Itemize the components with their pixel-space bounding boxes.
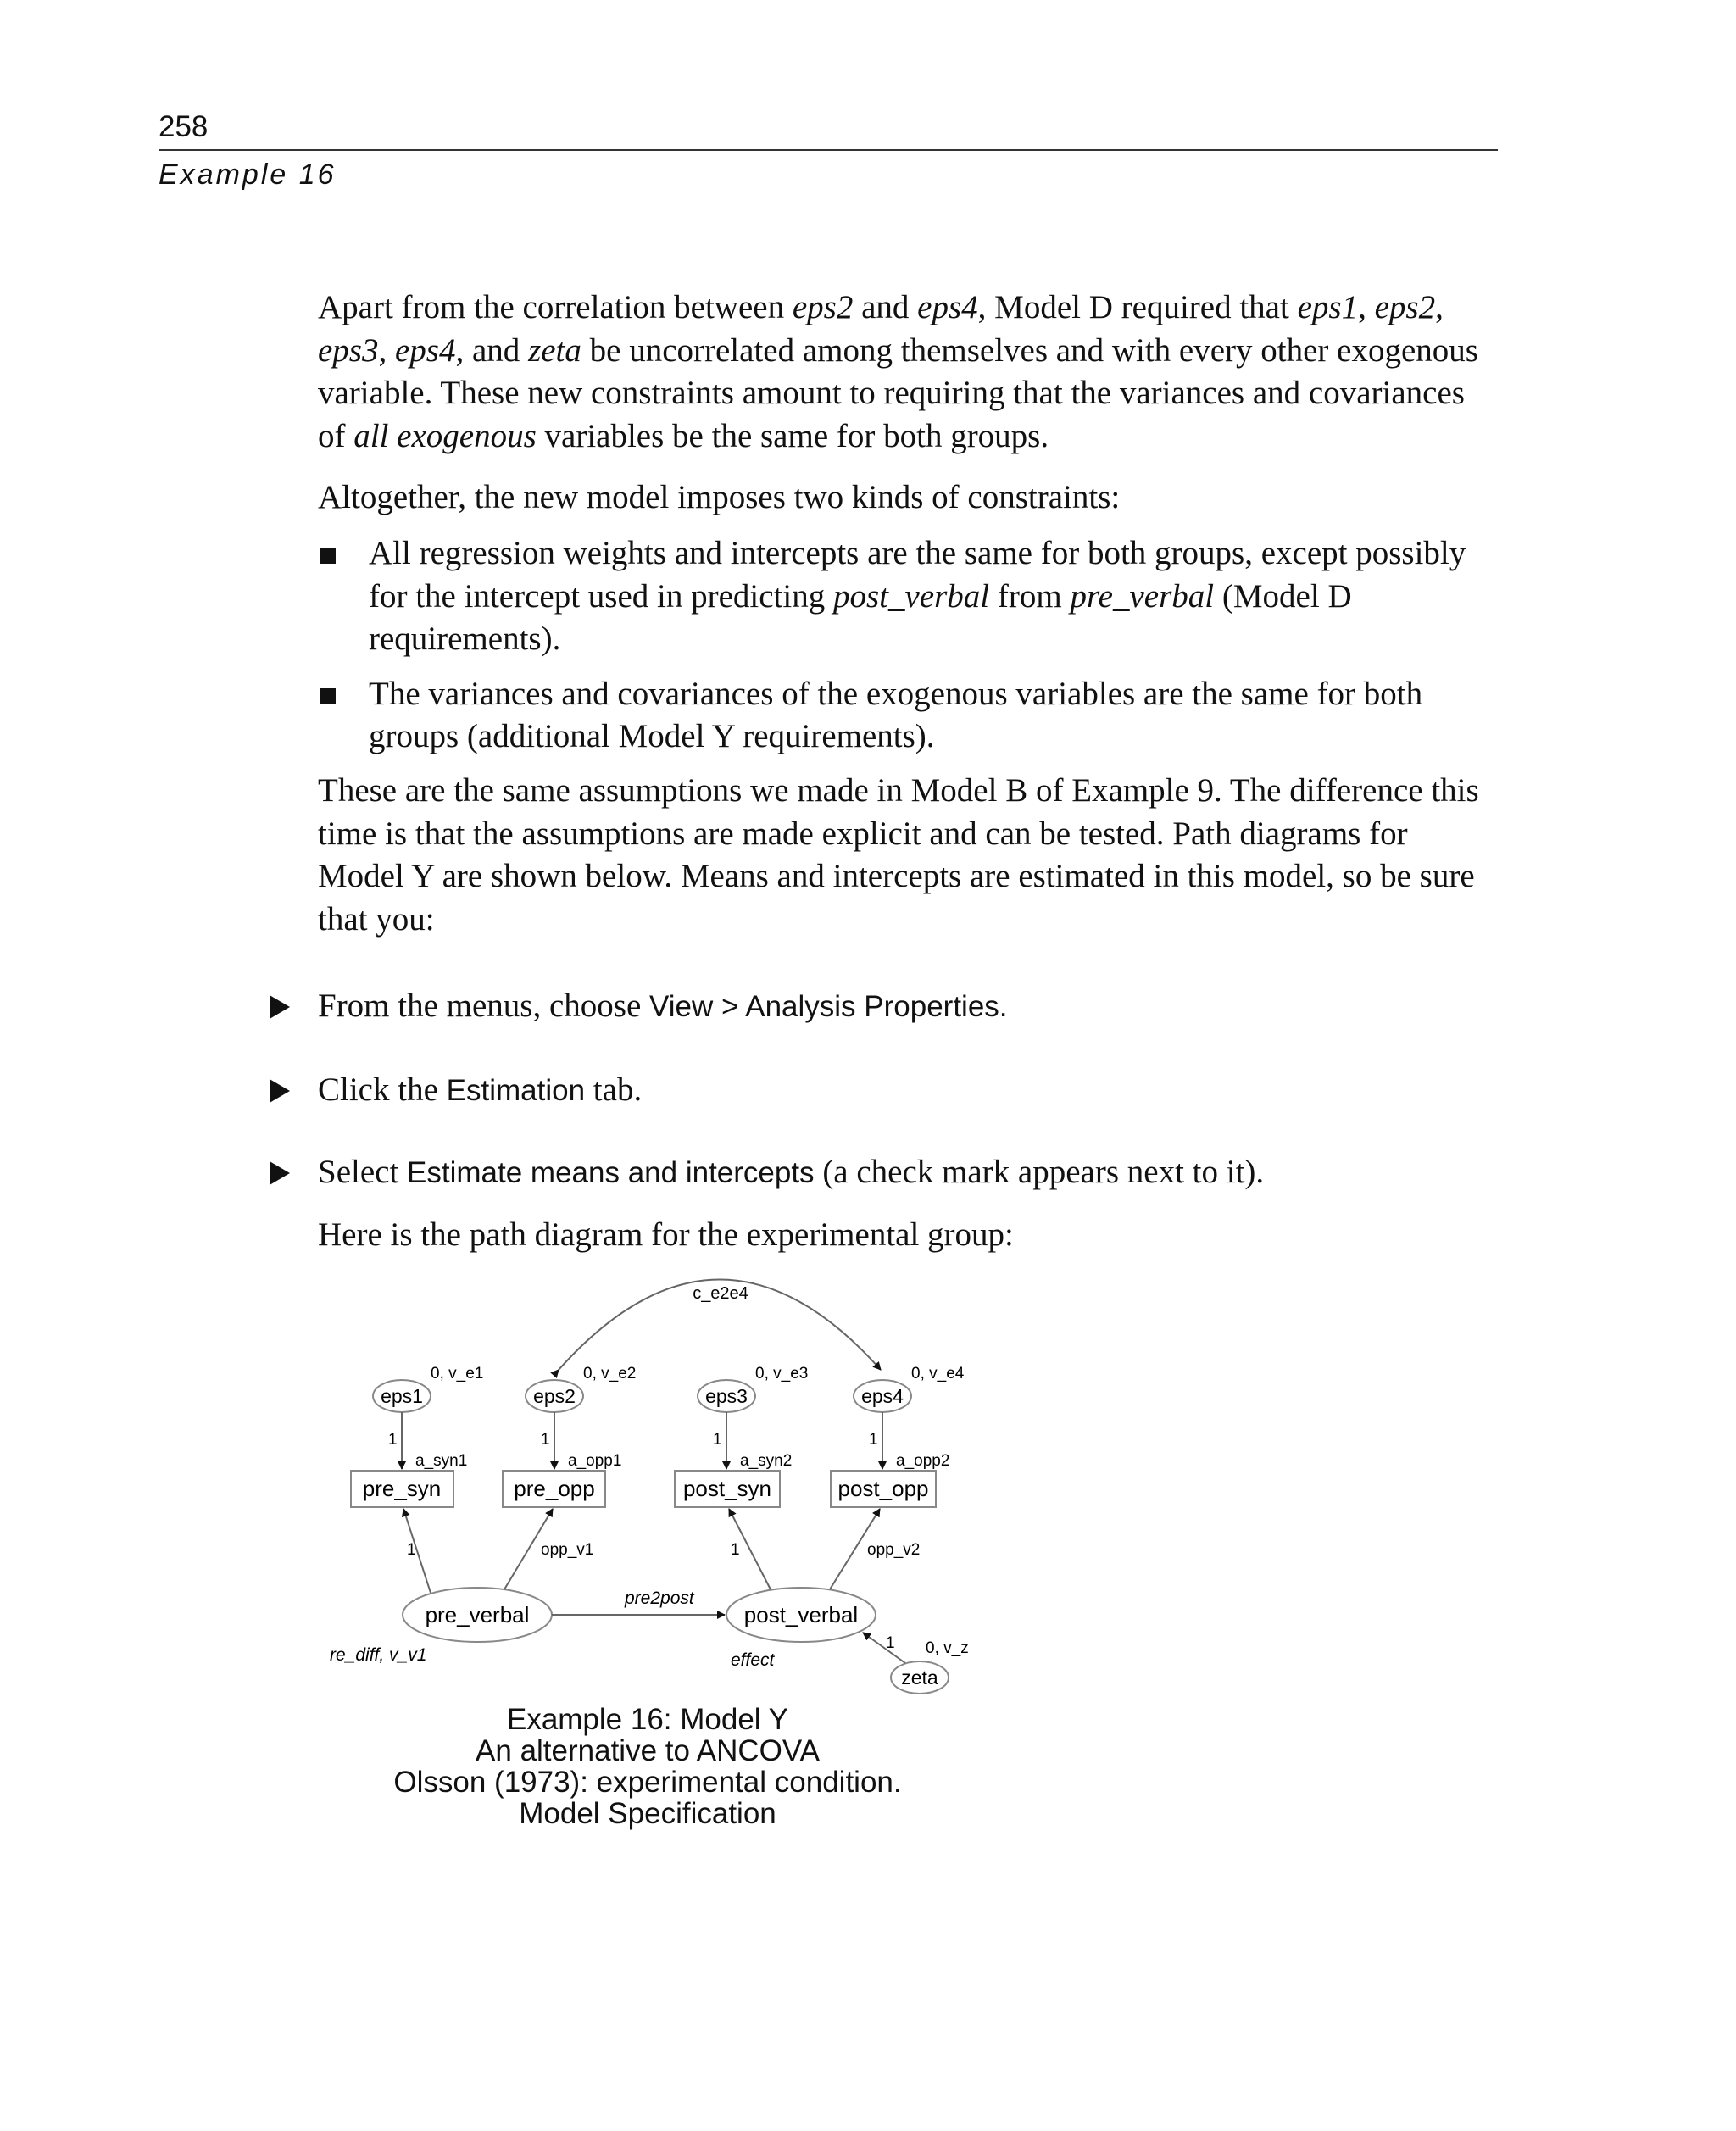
error-param-eps1: 0, v_e1 — [431, 1365, 484, 1383]
latent-label-pre-verbal: pre_verbal — [425, 1602, 530, 1627]
italic-term: all exogenous — [353, 417, 537, 454]
page-number: 258 — [159, 110, 209, 143]
italic-term: pre_verbal — [1070, 577, 1215, 615]
page-header — [159, 108, 1498, 193]
text-run: , Model D required that — [977, 289, 1298, 325]
bullet-text-regression-weights — [369, 535, 1466, 657]
error-param-eps2: 0, v_e2 — [583, 1365, 637, 1383]
italic-term: eps3 — [318, 331, 379, 369]
loading-label-pre-syn: 1 — [407, 1541, 416, 1559]
italic-term: post_verbal — [832, 577, 990, 615]
italic-term: eps4 — [917, 289, 978, 325]
caption-line: Olsson (1973): experimental condition. — [393, 1766, 902, 1799]
text-run: All regression weights and intercepts are the same for both groups, except possibly for the intercept used in predicting — [369, 535, 1466, 615]
triangle-bullet-icon — [270, 995, 290, 1019]
italic-term: eps1 — [1297, 289, 1359, 325]
latent-param-pre-verbal: re_diff, v_v1 — [330, 1645, 427, 1665]
error-weight-eps2: 1 — [541, 1431, 550, 1449]
error-label-eps3: eps3 — [705, 1385, 748, 1407]
error-param-zeta: 0, v_z — [926, 1639, 969, 1657]
latent-param-post-verbal: effect — [731, 1650, 775, 1670]
caption-line: Model Specification — [519, 1797, 776, 1830]
paragraph-constraint-intro: Altogether, the new model imposes two kinds of constraints: — [318, 479, 1121, 515]
error-label-eps4: eps4 — [861, 1385, 904, 1407]
latent-label-post-verbal: post_verbal — [743, 1602, 859, 1627]
constraint-list — [318, 532, 1500, 771]
error-label-zeta: zeta — [901, 1666, 938, 1689]
text-run: and — [853, 289, 918, 325]
paragraph-assumptions: These are the same assumptions we made in Model B of Example 9. The difference this time is that the assumptions are made explicit and can be tested. Path diagrams for Model Y are shown below. Means and intercepts are estimated in this model, so be sure that you: — [318, 772, 1479, 938]
error-weight-zeta: 1 — [886, 1634, 895, 1652]
path-diagram — [322, 1270, 1017, 1702]
italic-term: eps2 — [792, 289, 854, 325]
text-run: , — [1358, 289, 1375, 325]
error-weight-eps3: 1 — [713, 1431, 722, 1449]
list-item — [318, 532, 1500, 661]
error-arrow-zeta — [863, 1633, 905, 1663]
square-bullet-icon — [320, 688, 336, 704]
text-run: variables be the same for both groups. — [536, 417, 1049, 454]
diagram-caption — [309, 1704, 987, 1829]
bullet-text-variances: The variances and covariances of the exogenous variables are the same for both groups (additional Model Y requirements). — [369, 675, 1423, 754]
menu-item-view: View — [649, 990, 714, 1023]
error-param-eps3: 0, v_e3 — [755, 1365, 809, 1383]
paragraph-model-d-constraints — [318, 287, 1500, 458]
error-label-eps2: eps2 — [533, 1385, 576, 1407]
caption-line: Example 16: Model Y — [506, 1703, 789, 1736]
text-run: , — [1435, 289, 1444, 325]
observed-label-post-opp: post_opp — [837, 1476, 929, 1501]
triangle-bullet-icon — [270, 1079, 290, 1103]
error-param-eps4: 0, v_e4 — [911, 1365, 965, 1383]
list-item — [318, 673, 1500, 759]
paragraph-diagram-intro: Here is the path diagram for the experimental group: — [318, 1216, 1014, 1253]
menu-item-analysis-properties: Analysis Properties. — [745, 990, 1008, 1023]
intercept-label-post-syn: a_syn2 — [740, 1452, 793, 1470]
text-run: , and — [455, 331, 529, 369]
text-run: from — [989, 577, 1071, 615]
intercept-label-pre-opp: a_opp1 — [568, 1452, 622, 1470]
path-label-pre2post: pre2post — [625, 1589, 694, 1608]
italic-term: zeta — [528, 331, 581, 369]
intercept-label-post-opp: a_opp2 — [896, 1452, 950, 1470]
triangle-bullet-icon — [270, 1161, 290, 1185]
intercept-label-pre-syn: a_syn1 — [415, 1452, 468, 1470]
text-run: (Model D requirements). — [369, 577, 1352, 657]
observed-label-post-syn: post_syn — [682, 1476, 772, 1501]
error-label-eps1: eps1 — [381, 1385, 423, 1407]
caption-line: An alternative to ANCOVA — [476, 1734, 820, 1767]
loading-label-post-opp: opp_v2 — [867, 1541, 921, 1559]
observed-label-pre-opp: pre_opp — [514, 1476, 595, 1501]
tab-estimation-reference: Estimation — [446, 1074, 586, 1107]
running-title: Example 16 — [159, 159, 337, 191]
error-weight-eps1: 1 — [388, 1431, 398, 1449]
covariance-label: c_e2e4 — [693, 1284, 748, 1303]
error-weight-eps4: 1 — [869, 1431, 878, 1449]
option-estimate-means-reference: Estimate means and intercepts — [407, 1156, 815, 1189]
text-run: , — [378, 331, 395, 369]
header-rule — [159, 149, 1498, 151]
text-run: be uncorrelated among themselves and with every other exogenous variable. These new constraints amount to requiring that the variances and covariances of — [318, 331, 1478, 454]
square-bullet-icon — [320, 548, 336, 564]
loading-label-pre-opp: opp_v1 — [541, 1541, 594, 1559]
text-run: Apart from the correlation between — [318, 289, 793, 325]
loading-label-post-syn: 1 — [731, 1541, 740, 1559]
italic-term: eps4 — [395, 331, 456, 369]
observed-label-pre-syn: pre_syn — [362, 1476, 442, 1501]
italic-term: eps2 — [1374, 289, 1436, 325]
